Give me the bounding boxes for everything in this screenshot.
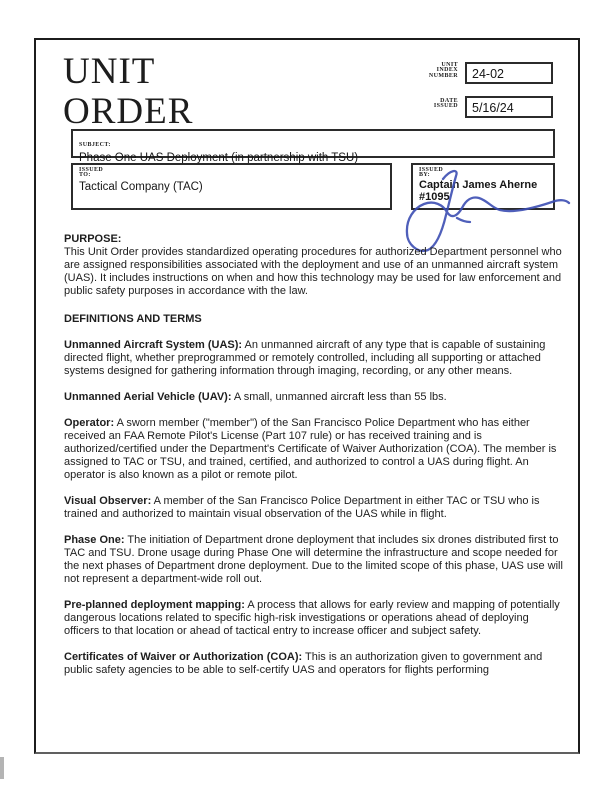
unit-index-label-line: NUMBER (428, 72, 458, 79)
form-title (63, 52, 193, 132)
definition-text: This is an authorization given to government and public safety agencies to be able to self-certify UAS and operators for flights performing (64, 651, 543, 676)
purpose-text: This Unit Order provides standardized operating procedures for authorized Department personnel who are assigned responsibilities associated with the deployment and use of an unmanned aircraft system (UAS). It includes instructions on when and how this technology may be used for law enforcement and public safety purposes in accordance with the law. (64, 246, 562, 297)
definition-term: Operator: (64, 417, 115, 429)
definition-paragraph (64, 391, 563, 404)
unit-index-field (465, 62, 553, 84)
issued-by-name: Captain James Aherne (419, 178, 538, 191)
issued-to-label (79, 168, 384, 179)
date-issued-label-line: DATE (440, 98, 458, 104)
definition-term: Visual Observer: (64, 495, 152, 507)
issued-by-badge: #1095 (419, 191, 450, 204)
definition-paragraph (64, 495, 563, 521)
definition-term: Phase One: (64, 534, 125, 546)
definitions-heading: DEFINITIONS AND TERMS (64, 313, 202, 325)
definition-paragraph (64, 417, 563, 482)
issued-by-label-line: ISSUED (419, 167, 444, 173)
date-issued-label-line: ISSUED (433, 103, 458, 110)
unit-index-label-line: INDEX (436, 67, 458, 74)
subject-label: SUBJECT: (79, 142, 111, 148)
form-title-line1: UNIT (63, 51, 156, 92)
purpose-heading: PURPOSE: (64, 233, 122, 245)
definition-paragraph (64, 651, 563, 677)
unit-index-label (400, 63, 458, 79)
definition-term: Certificates of Waiver or Authorization (COA): (64, 651, 303, 663)
definition-term: Unmanned Aircraft System (UAS): (64, 339, 243, 351)
definition-text: A process that allows for early review and mapping of potentially dangerous locations related to specific high-risk investigations or operations ahead of deploying officers to that location or ahead of tactical entry to increase officer and subject safety. (64, 599, 560, 637)
unit-index-value: 24-02 (472, 67, 504, 81)
form-title-line2: ORDER (63, 91, 194, 132)
definition-paragraph (64, 534, 563, 586)
unit-index-label-line: UNIT (441, 62, 458, 68)
definition-paragraph (64, 599, 563, 638)
issued-to-label-line: TO: (79, 172, 91, 179)
definition-paragraph (64, 339, 563, 378)
definition-text: A member of the San Francisco Police Department in either TAC or TSU who is trained and authorized to maintain visual observation of the UAS while in flight. (64, 495, 540, 520)
definition-term: Unmanned Aerial Vehicle (UAV): (64, 391, 232, 403)
subject-value: Phase One UAS Deployment (in partnership with TSU) (79, 152, 359, 164)
issued-to-label-line: ISSUED (79, 167, 104, 173)
date-issued-value: 5/16/24 (472, 101, 514, 115)
issued-to-field (71, 163, 392, 210)
definition-text: A sworn member ("member") of the San Francisco Police Department who has either received an FAA Remote Pilot's License (Part 107 rule) or has received training and is authorized/certified under the Department's Certificate of Waiver Authorization (COA). The member is assigned to TAC or TSU, and trained, certified, and authorized to control a UAS during flight. An operator is also known as a pilot or remote pilot. (64, 417, 557, 481)
definition-text: An unmanned aircraft of any type that is capable of sustaining directed flight, whether preprogrammed or remotely controlled, including all supporting or attached systems designed for gathering information through imaging, recording, or any other means. (64, 339, 546, 377)
issued-by-label-line: BY: (419, 172, 430, 179)
issued-to-value: Tactical Company (TAC) (79, 180, 203, 193)
date-issued-label (400, 99, 458, 110)
scan-artifact (0, 757, 4, 779)
date-issued-field (465, 96, 553, 118)
definition-text: A small, unmanned aircraft less than 55 lbs. (231, 391, 447, 403)
definition-term: Pre-planned deployment mapping: (64, 599, 245, 611)
document-body (64, 233, 563, 677)
subject-field (71, 129, 555, 164)
definition-text: The initiation of Department drone deployment that includes six drones distributed first to TAC and TSU. Drone usage during Phase One will determine the infrastructure and scope needed for the next phases of Department drone deployment. Due to the limited scope of this phase, UAS use will not represent a department-wide roll out. (64, 534, 563, 585)
